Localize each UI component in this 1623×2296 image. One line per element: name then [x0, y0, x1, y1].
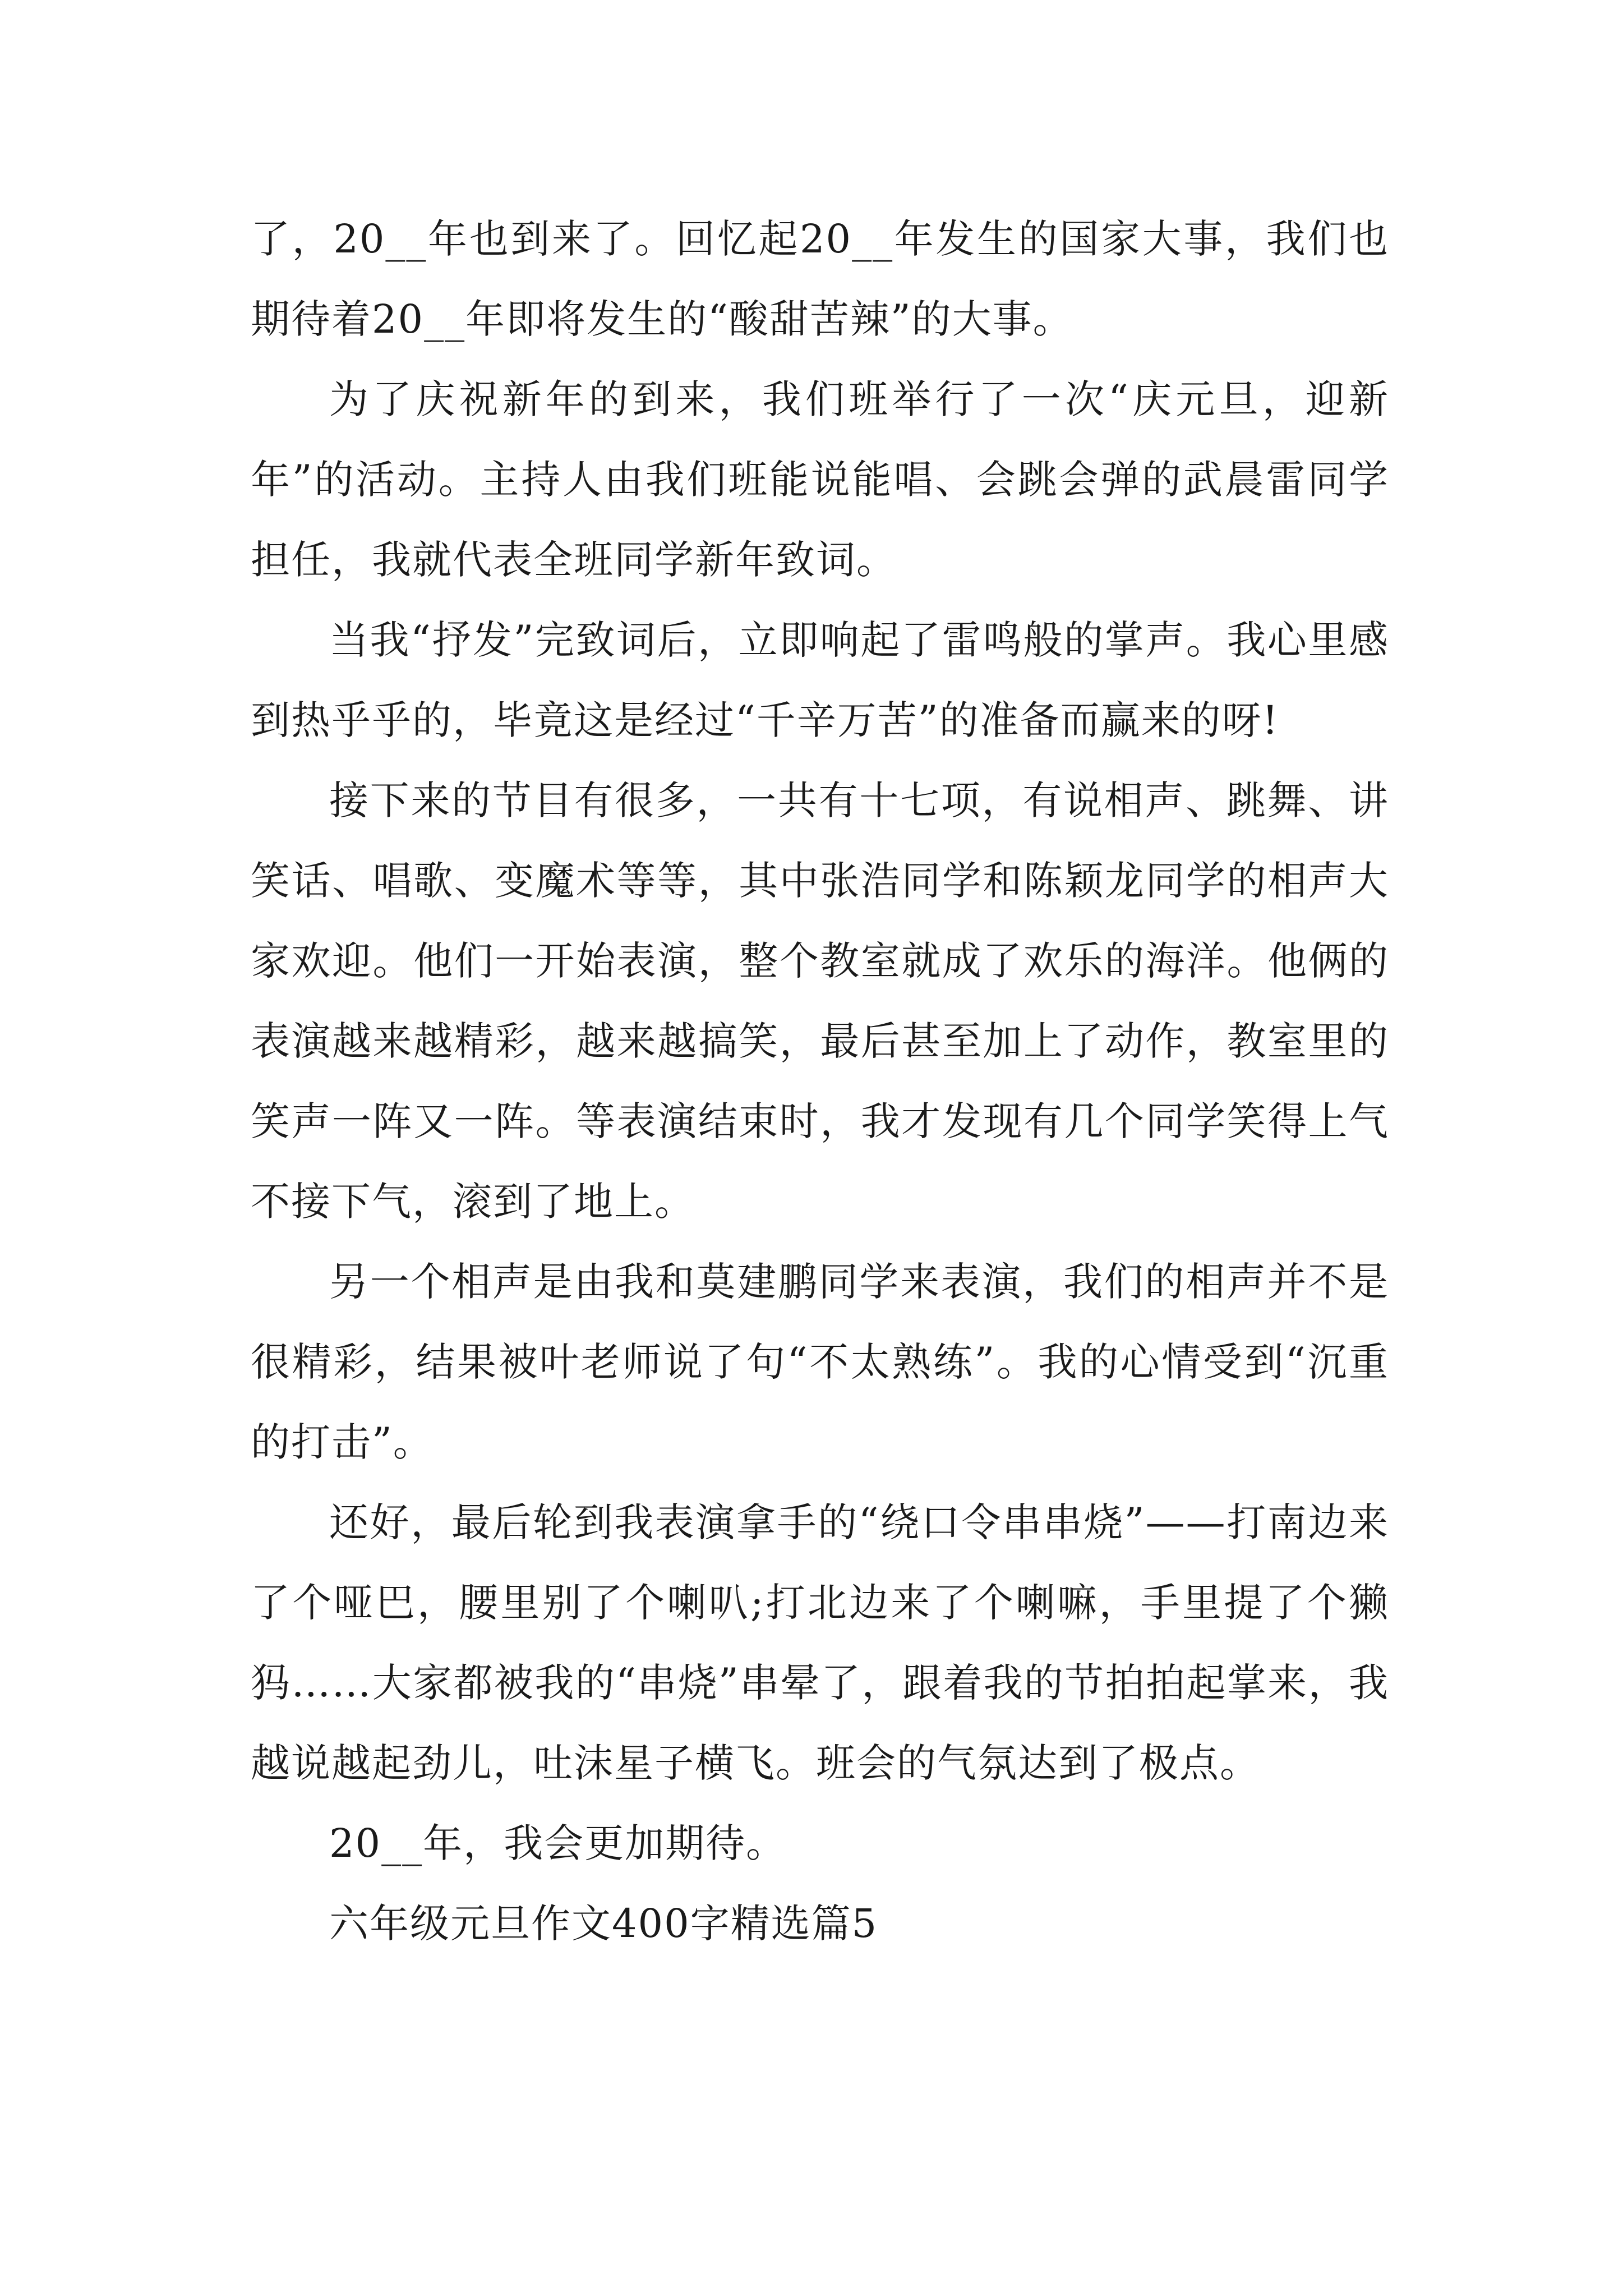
paragraph: 20__年，我会更加期待。	[329, 1820, 787, 1866]
document-body	[251, 199, 1389, 1964]
paragraph: 接下来的节目有很多，一共有十七项，有说相声、跳舞、讲笑话、唱歌、变魔术等等，其中张浩同学和陈颖龙同学的相声大家欢迎。他们一开始表演，整个教室就成了欢乐的海洋。他俩的表演越来越精彩，越来越搞笑，最后甚至加上了动作，教室里的笑声一阵又一阵。等表演结束时，我才发现有几个同学笑得上气不接下气，滚到了地上。	[251, 777, 1389, 1225]
paragraph-continuation: 了，20__年也到来了。回忆起20__年发生的国家大事，我们也期待着20__年即将发生的“酸甜苦辣”的大事。	[251, 216, 1389, 342]
paragraph: 还好，最后轮到我表演拿手的“绕口令串串烧”——打南边来了个哑巴，腰里别了个喇叭;打北边来了个喇嘛，手里提了个獭犸……大家都被我的“串烧”串晕了，跟着我的节拍拍起掌来，我越说越起劲儿，吐沫星子横飞。班会的气氛达到了极点。	[251, 1499, 1389, 1786]
section-heading: 六年级元旦作文400字精选篇5	[329, 1901, 878, 1947]
paragraph: 另一个相声是由我和莫建鹏同学来表演，我们的相声并不是很精彩，结果被叶老师说了句“不太熟练”。我的心情受到“沉重的打击”。	[251, 1259, 1389, 1465]
paragraph: 为了庆祝新年的到来，我们班举行了一次“庆元旦，迎新年”的活动。主持人由我们班能说能唱、会跳会弹的武晨雷同学担任，我就代表全班同学新年致词。	[251, 376, 1389, 583]
paragraph: 当我“抒发”完致词后，立即响起了雷鸣般的掌声。我心里感到热乎乎的，毕竟这是经过“千辛万苦”的准备而赢来的呀!	[251, 617, 1389, 743]
